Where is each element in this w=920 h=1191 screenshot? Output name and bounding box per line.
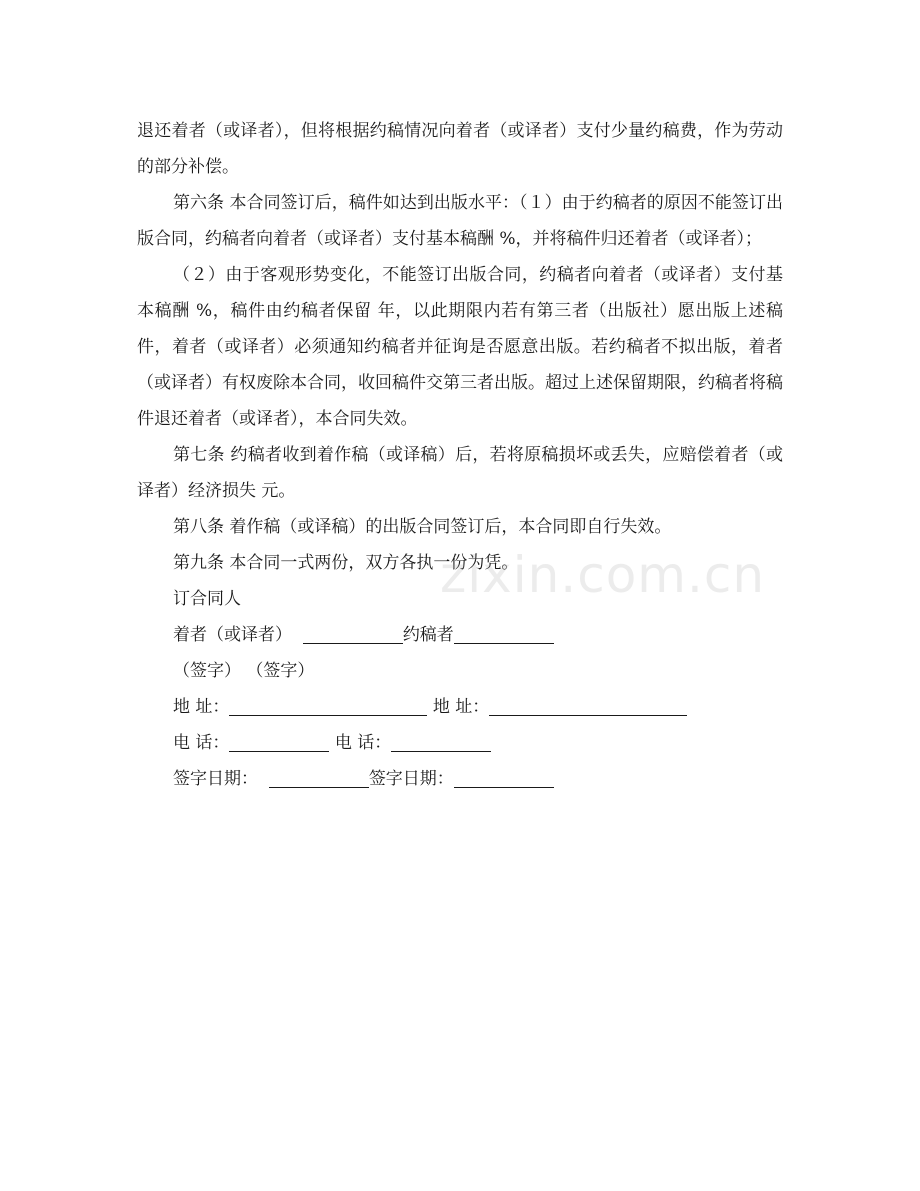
author-address-label: 地 址： (173, 697, 230, 717)
solicitor-phone-label: 电 话： (334, 733, 392, 753)
article-6: 第六条 本合同签订后，稿件如达到出版水平：（１）由于约稿者的原因不能签订出版合同，约稿者向着者（或译者）支付基本稿酬 %，并将稿件归还着者（或译者）； (137, 193, 783, 249)
solicitor-name-blank (454, 623, 554, 644)
contract-body (137, 113, 783, 797)
author-phone-blank (229, 731, 329, 752)
article-9: 第九条 本合同一式两份，双方各执一份为凭。 (173, 553, 519, 573)
paragraph-compensation: 退还着者（或译者），但将根据约稿情况向着者（或译者）支付少量约稿费，作为劳动的部分补偿。 (137, 121, 783, 177)
author-phone-label: 电 话： (173, 733, 230, 753)
article-8: 第八条 着作稿（或译稿）的出版合同签订后，本合同即自行失效。 (173, 517, 672, 537)
solicitor-date-label: 签字日期： (368, 769, 454, 789)
solicitor-address-label: 地 址： (432, 697, 490, 717)
author-sign-label: （签字） (173, 661, 241, 681)
article-6-clause-2: （２）由于客观形势变化，不能签订出版合同，约稿者向着者（或译者）支付基本稿酬 %，稿件由约稿者保留 年，以此期限内若有第三者（出版社）愿出版上述稿件，着者（或译者）必须通知约稿者并征询是否愿意出版。若约稿者不拟出版，着者（或译者）有权废除本合同，收回稿件交第三者出版。超过上述保留期限，约稿者将稿件退还着者（或译者），本合同失效。 (137, 265, 783, 429)
solicitor-date-blank (454, 767, 554, 788)
phone-row (137, 725, 783, 761)
signature-block (137, 581, 783, 797)
date-row (137, 761, 783, 797)
author-address-blank (229, 695, 427, 716)
signatories-heading: 订合同人 (173, 589, 241, 609)
watermark: zixin.com.cn (440, 546, 766, 604)
author-label: 着者（或译者） (173, 625, 292, 645)
signatory-names-row (137, 617, 783, 653)
address-row (137, 689, 783, 725)
solicitor-label: 约稿者 (402, 625, 454, 645)
author-date-label: 签字日期： (173, 769, 258, 789)
article-7: 第七条 约稿者收到着作稿（或译稿）后，若将原稿损坏或丢失，应赔偿着者（或译者）经济损失 元。 (137, 445, 783, 501)
solicitor-sign-label: （签字） (246, 661, 315, 681)
solicitor-address-blank (489, 695, 687, 716)
author-date-blank (269, 767, 369, 788)
solicitor-phone-blank (391, 731, 491, 752)
signature-row (137, 653, 783, 689)
author-name-blank (303, 623, 403, 644)
